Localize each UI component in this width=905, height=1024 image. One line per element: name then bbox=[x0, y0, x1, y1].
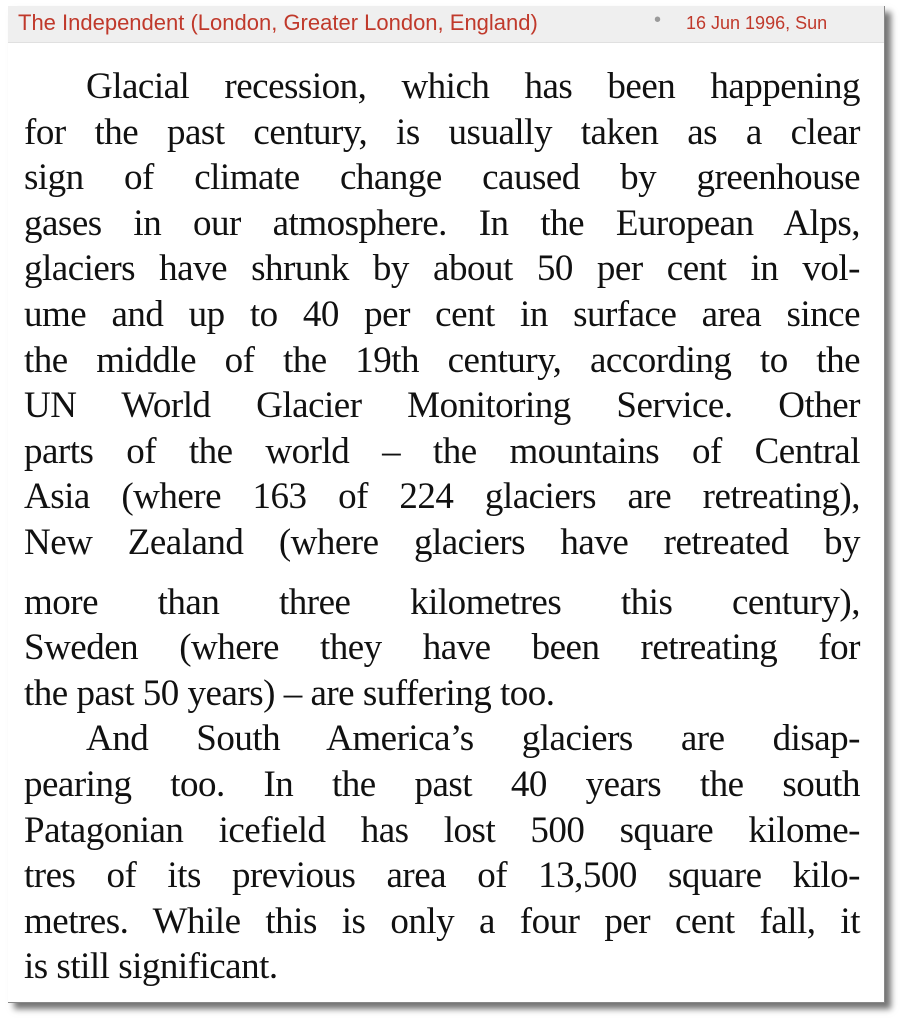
article-line: the middle of the 19th century, according to the bbox=[24, 339, 860, 381]
article-line: ume and up to 40 per cent in surface area since bbox=[24, 293, 860, 335]
publication-name[interactable]: The Independent (London, Greater London, England) bbox=[18, 10, 538, 35]
article-line: Asia (where 163 of 224 glaciers are retreating), bbox=[24, 476, 860, 518]
article-line: Sweden (where they have been retreating for bbox=[24, 627, 860, 669]
article-line: the past 50 years) – are suffering too. bbox=[24, 672, 555, 714]
header-separator: • bbox=[654, 9, 662, 31]
column-join-gap bbox=[24, 566, 860, 580]
article-line: New Zealand (where glaciers have retreated by bbox=[24, 521, 860, 563]
article-line: metres. While this is only a four per cent fall, it bbox=[24, 900, 860, 942]
article-line: more than three kilometres this century), bbox=[24, 581, 860, 623]
article-text bbox=[24, 64, 860, 990]
article-line: parts of the world – the mountains of Central bbox=[24, 430, 860, 472]
article-line: Glacial recession, which has been happening bbox=[86, 66, 860, 107]
article-line: sign of climate change caused by greenhouse bbox=[24, 157, 860, 199]
source-header bbox=[8, 6, 884, 43]
article-line: UN World Glacier Monitoring Service. Other bbox=[24, 385, 860, 427]
article-line: gases in our atmosphere. In the European Alps, bbox=[24, 202, 860, 244]
article-line: for the past century, is usually taken as a clear bbox=[24, 111, 860, 153]
article-line: pearing too. In the past 40 years the south bbox=[24, 763, 860, 805]
article-line: is still significant. bbox=[24, 946, 278, 988]
newspaper-clipping bbox=[8, 6, 885, 1003]
article-line: Patagonian icefield has lost 500 square kilome- bbox=[24, 809, 860, 851]
publication-date[interactable]: 16 Jun 1996, Sun bbox=[686, 13, 828, 33]
article-line: tres of its previous area of 13,500 square kilo- bbox=[24, 855, 860, 897]
article-line: glaciers have shrunk by about 50 per cent in vol- bbox=[24, 248, 860, 290]
article-line: And South America’s glaciers are disap- bbox=[86, 718, 860, 760]
